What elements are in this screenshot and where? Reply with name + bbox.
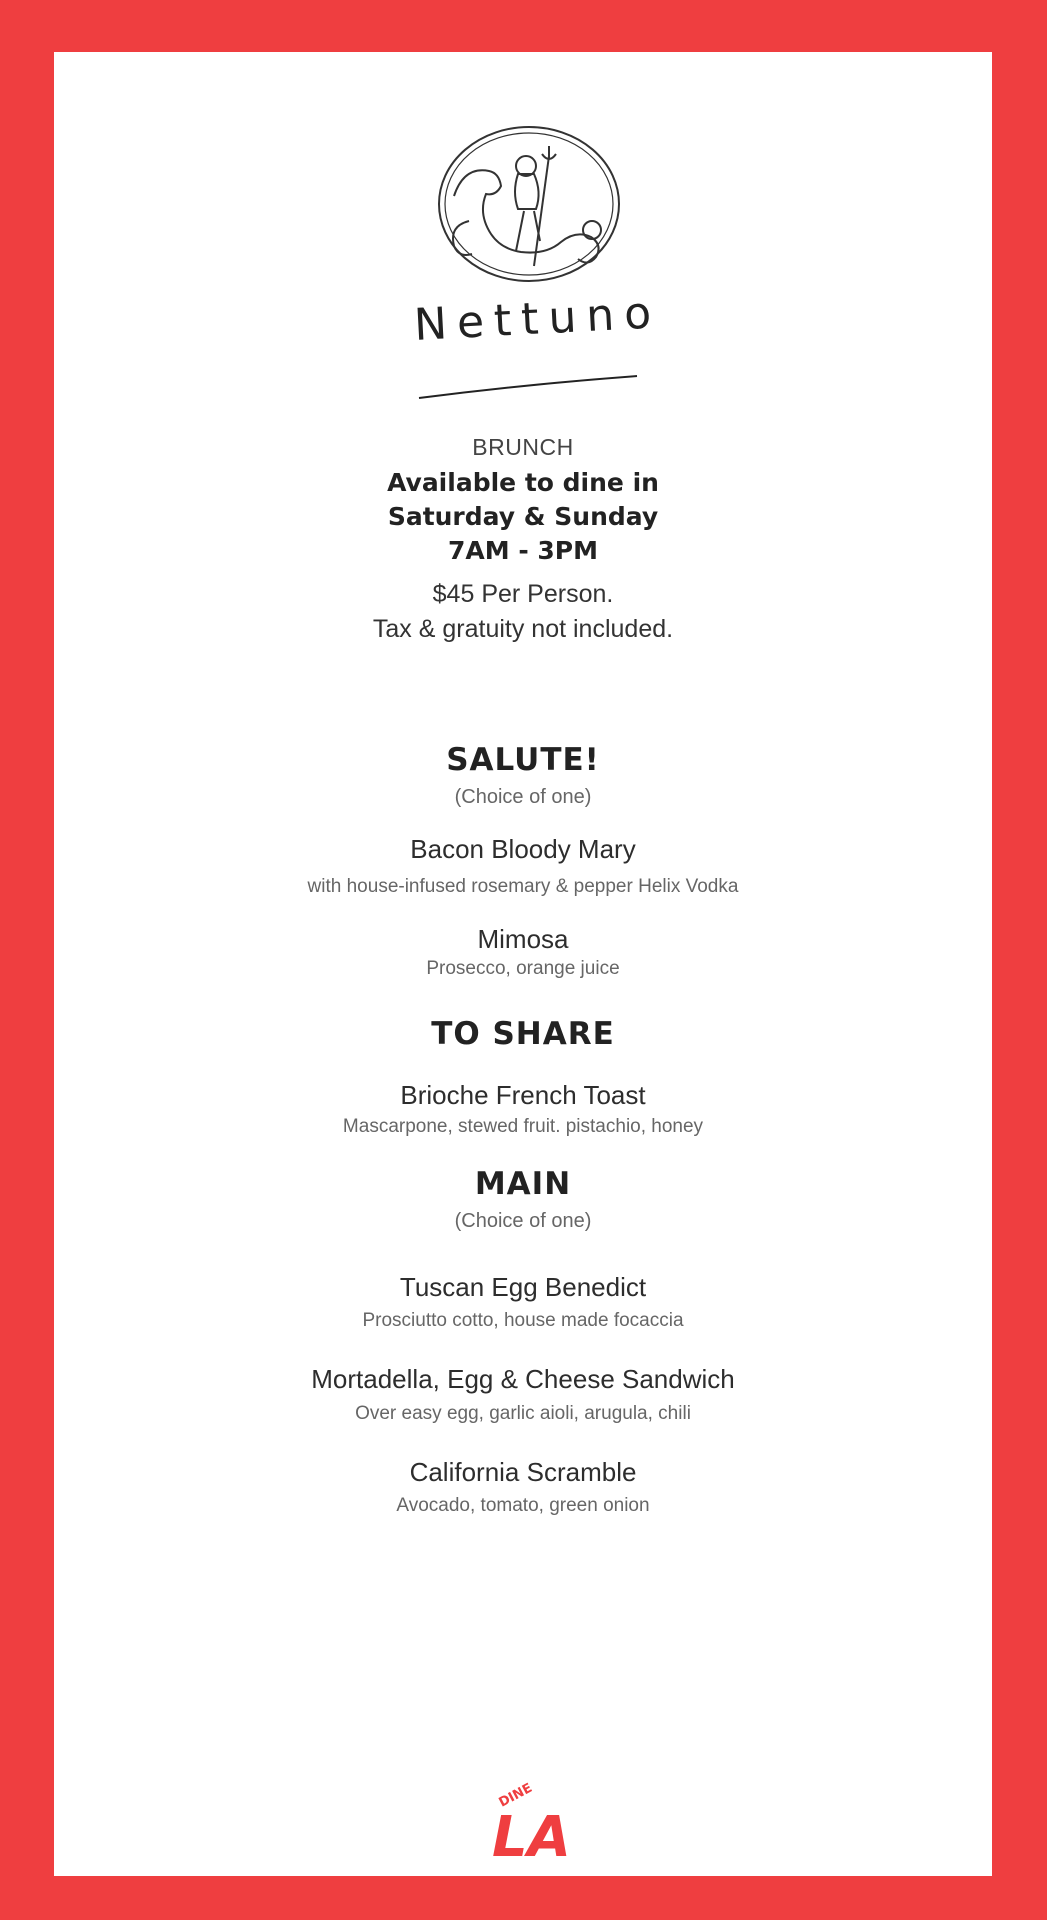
availability-line-1: Available to dine in <box>387 468 659 497</box>
hours: 7AM - 3PM <box>448 536 598 565</box>
dine-la-logo <box>484 1772 584 1864</box>
availability-line-2: Saturday & Sunday <box>387 502 659 531</box>
menu-card <box>54 52 992 1876</box>
nettuno-logo <box>412 126 663 416</box>
menu-item-name: Tuscan Egg Benedict <box>399 1272 647 1302</box>
section-title-main: MAIN <box>474 1166 572 1202</box>
dine-la-logo-icon <box>484 1772 584 1864</box>
meal-title: BRUNCH <box>472 434 574 460</box>
brand-wordmark: Nettuno <box>412 287 663 351</box>
menu-item-name: Bacon Bloody Mary <box>410 834 636 864</box>
price: $45 Per Person. <box>432 580 614 608</box>
neptune-seahorse-emblem-icon <box>412 126 663 416</box>
dine-la-logo-large-text: LA <box>492 1805 572 1864</box>
menu-item-desc: Prosecco, orange juice <box>426 958 620 979</box>
price-note: Tax & gratuity not included. <box>372 615 674 643</box>
section-title-to-share: TO SHARE <box>431 1016 615 1052</box>
menu-item-desc: Over easy egg, garlic aioli, arugula, chili <box>355 1403 691 1424</box>
section-title-salute: SALUTE! <box>446 742 600 778</box>
menu-item-desc: with house-infused rosemary & pepper Helix Vodka <box>307 876 739 897</box>
menu-item-desc: Mascarpone, stewed fruit. pistachio, honey <box>342 1116 704 1137</box>
menu-item-name: Brioche French Toast <box>400 1080 646 1110</box>
menu-item-name: Mortadella, Egg & Cheese Sandwich <box>311 1364 735 1394</box>
menu-item-name: California Scramble <box>409 1457 637 1487</box>
menu-item-name: Mimosa <box>477 924 569 954</box>
menu-item-desc: Avocado, tomato, green onion <box>396 1495 650 1516</box>
menu-item-desc: Prosciutto cotto, house made focaccia <box>362 1310 684 1331</box>
dine-la-logo-small-text: DINE <box>496 1780 535 1811</box>
section-note-main: (Choice of one) <box>454 1210 592 1232</box>
section-note-salute: (Choice of one) <box>454 786 592 808</box>
